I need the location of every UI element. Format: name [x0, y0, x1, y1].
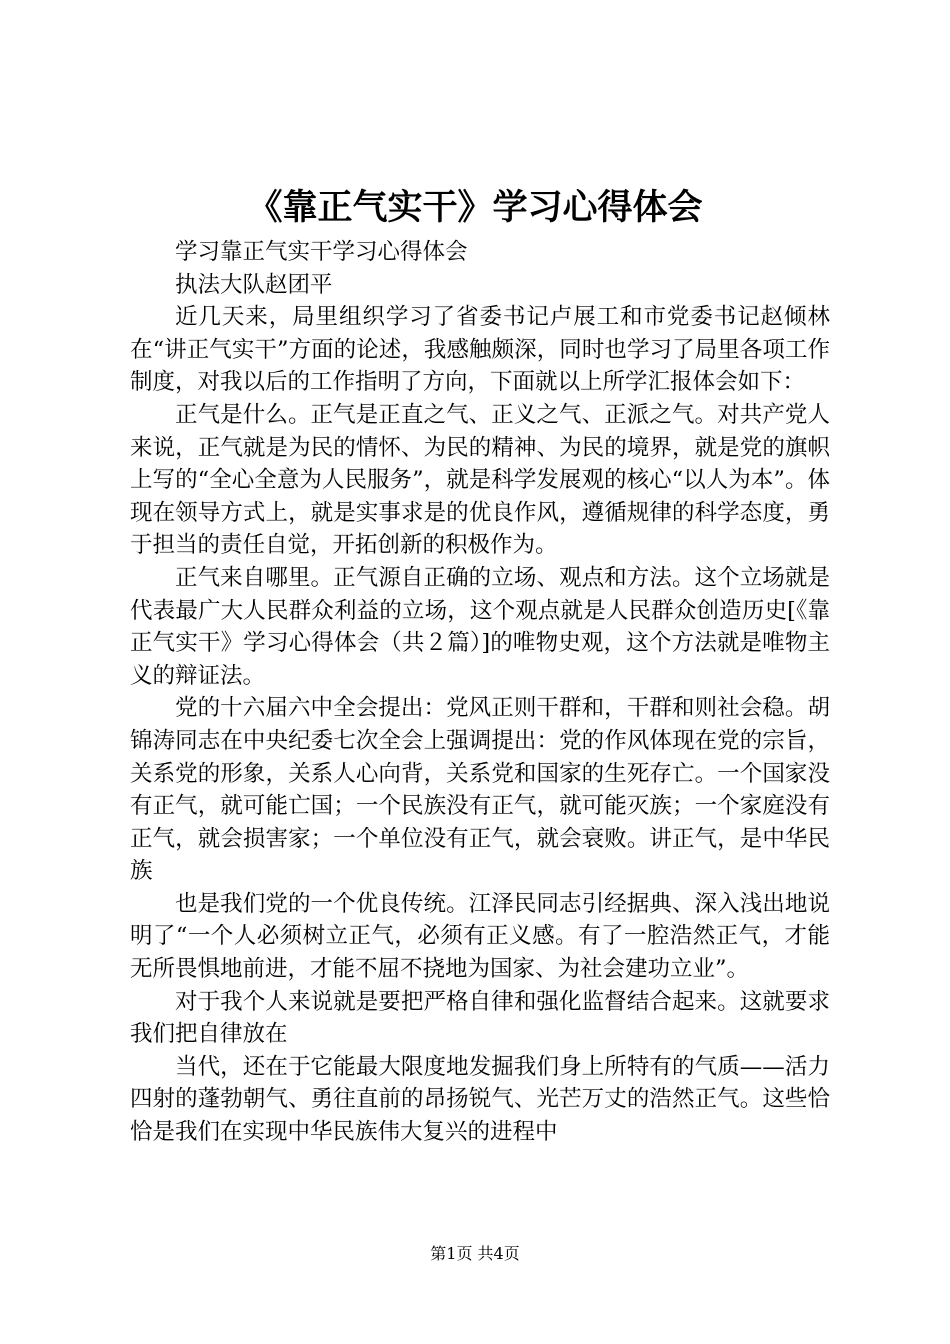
paragraph: 正气是什么。正气是正直之气、正义之气、正派之气。对共产党人来说，正气就是为民的情怀、为民的精神、为民的境界，就是党的旗帜上写的“全心全意为人民服务”，就是科学发展观的核心“以人为本”。体现在领导方式上，就是实事求是的优良作风，遵循规律的科学态度，勇于担当的责任自觉，开拓创新的积极作为。: [130, 401, 830, 559]
paragraph-author: 执法大队赵团平: [175, 271, 333, 298]
page-footer: 第1页 共4页: [430, 1244, 520, 1263]
paragraph: 党的十六届六中全会提出：党风正则干群和，干群和则社会稳。胡锦涛同志在中央纪委七次全会上强调提出：党的作风体现在党的宗旨，关系党的形象，关系人心向背，关系党和国家的生死存亡。一个国家没有正气，就可能亡国；一个民族没有正气，就可能灭族；一个家庭没有正气，就会损害家；一个单位没有正气，就会衰败。讲正气，是中华民族: [130, 695, 830, 885]
paragraph: 正气来自哪里。正气源自正确的立场、观点和方法。这个立场就是代表最广大人民群众利益的立场，这个观点就是人民群众创造历史[《靠正气实干》学习心得体会（共２篇）]的唯物史观，这个方法就是唯物主义的辩证法。: [130, 564, 830, 689]
document-body: [130, 236, 830, 1149]
paragraph: 近几天来，局里组织学习了省委书记卢展工和市党委书记赵倾林在“讲正气实干”方面的论述，我感触颇深，同时也学习了局里各项工作制度，对我以后的工作指明了方向，下面就以上所学汇报体会如下：: [130, 304, 830, 396]
paragraph: 对于我个人来说就是要把严格自律和强化监督结合起来。这就要求我们把自律放在: [130, 988, 830, 1048]
paragraph-subtitle: 学习靠正气实干学习心得体会: [175, 239, 468, 265]
paragraph: 当代，还在于它能最大限度地发掘我们身上所特有的气质——活力四射的蓬勃朝气、勇往直前的昂扬锐气、光芒万丈的浩然正气。这些恰恰是我们在实现中华民族伟大复兴的进程中: [130, 1053, 830, 1146]
document-title: 《靠正气实干》学习心得体会: [247, 187, 703, 228]
paragraph: 也是我们党的一个优良传统。江泽民同志引经据典、深入浅出地说明了“一个人必须树立正气，必须有正义感。有了一腔浩然正气，才能无所畏惧地前进，才能不屈不挠地为国家、为社会建功立业”。: [130, 890, 830, 983]
